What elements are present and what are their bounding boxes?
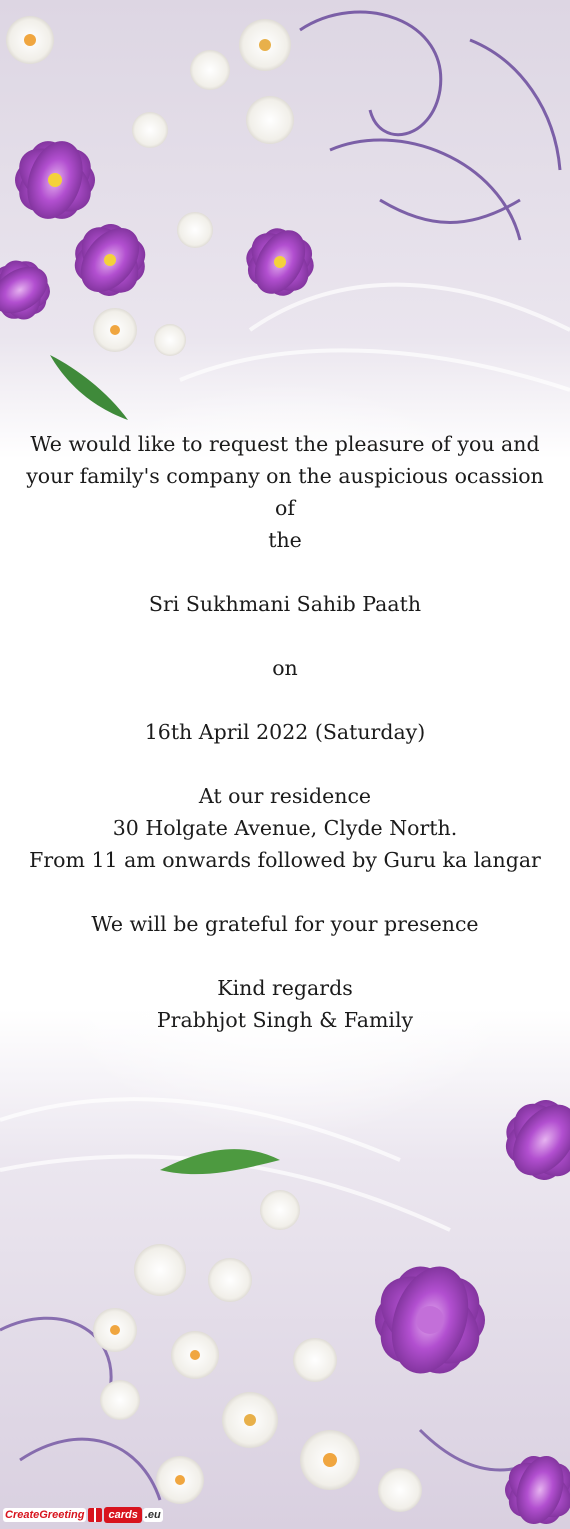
brand-name-part1: CreateGreeting	[5, 1509, 85, 1521]
request-line-1: We would like to request the pleasure of you and	[30, 432, 540, 456]
brand-logo-link[interactable]	[3, 1503, 163, 1527]
venue-address: 30 Holgate Avenue, Clyde North.	[112, 816, 458, 840]
gift-icon	[88, 1508, 102, 1522]
invitation-text	[20, 428, 550, 1036]
flower-top-left-1	[7, 134, 102, 226]
brand-name-part3: .eu	[144, 1509, 161, 1521]
request-line-2: your family's company on the auspicious ocassion of	[26, 464, 544, 520]
white-blossoms-bottom	[93, 1190, 422, 1512]
brand-name-part2: cards	[104, 1507, 141, 1523]
event-date: 16th April 2022 (Saturday)	[144, 720, 426, 744]
leaf-top	[50, 355, 128, 420]
signature-line: Prabhjot Singh & Family	[156, 1008, 414, 1032]
closing-line: Kind regards	[217, 976, 353, 1000]
venue-label: At our residence	[198, 784, 372, 808]
flower-top-left-2	[68, 217, 152, 304]
flower-top-left-3	[0, 255, 56, 326]
flower-bottom-right-1	[364, 1257, 495, 1384]
top-swirls	[300, 12, 560, 240]
request-line-3: the	[268, 528, 302, 552]
flower-bottom-right-3	[499, 1450, 570, 1529]
flower-bottom-right-2	[499, 1092, 570, 1187]
event-name: Sri Sukhmani Sahib Paath	[148, 592, 422, 616]
gratitude-line: We will be grateful for your presence	[91, 912, 479, 936]
on-word: on	[272, 656, 298, 680]
flower-top-middle	[240, 222, 320, 303]
time-note: From 11 am onwards followed by Guru ka langar	[29, 848, 541, 872]
